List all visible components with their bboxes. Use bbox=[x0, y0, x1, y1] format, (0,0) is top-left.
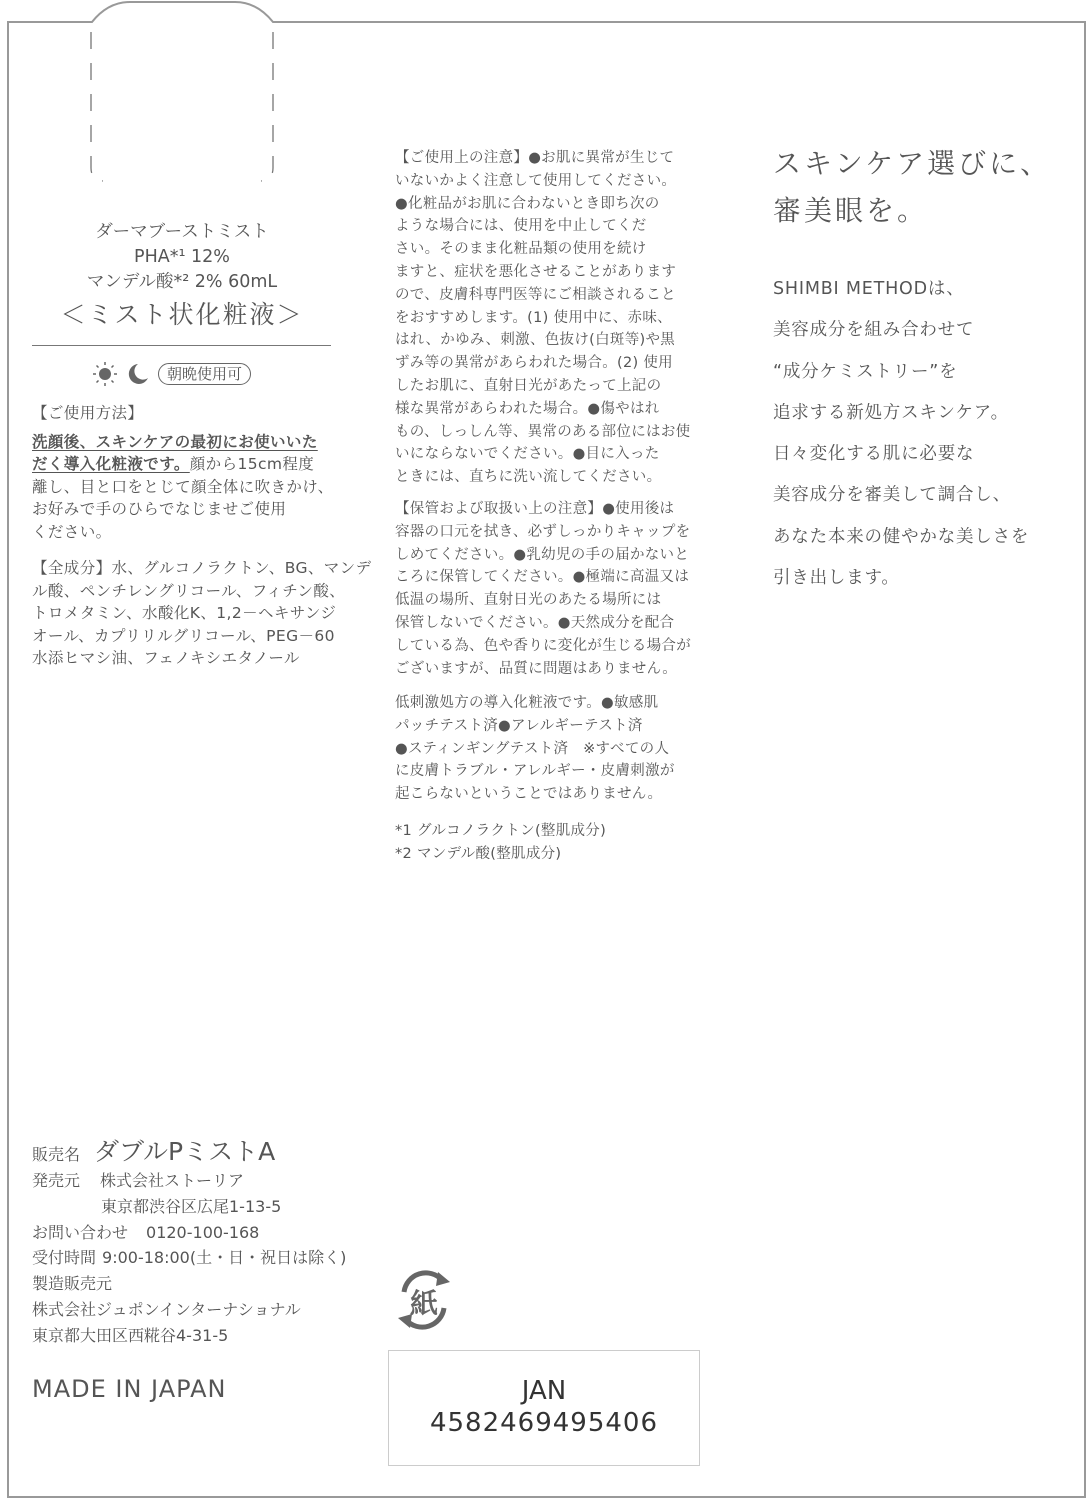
text-line: 【ご使用上の注意】●お肌に異常が生じて bbox=[395, 150, 675, 166]
text-line: “成分ケミストリー”を bbox=[773, 361, 958, 382]
text-line: ような場合には、使用を中止してくだ bbox=[395, 218, 647, 235]
text-line: さい。そのまま化粧品類の使用を続け bbox=[395, 241, 647, 258]
text-line: 低温の場所、直射日光のあたる場所には bbox=[395, 592, 662, 609]
text-line: *2 マンデル酸(整肌成分) bbox=[395, 845, 562, 862]
text-line: はれ、かゆみ、刺激、色抜け(白斑等)や黒 bbox=[395, 332, 676, 349]
contact-label: お問い合わせ bbox=[32, 1222, 129, 1242]
storage-cautions bbox=[395, 498, 700, 680]
product-mandelic: マンデル酸*² 2% 60mL bbox=[86, 272, 278, 292]
text-line: ●スティンギングテスト済 ※すべての人 bbox=[395, 740, 670, 757]
text-line: ときには、直ちに洗い流してください。 bbox=[395, 469, 662, 486]
text-line: ころに保管してください。●極端に高温又は bbox=[395, 569, 690, 586]
text-line: 美容成分を組み合わせて bbox=[773, 320, 975, 341]
sales-name: ダブルPミストA bbox=[94, 1137, 276, 1166]
text-line: しめてください。●乳幼児の手の届かないと bbox=[395, 546, 690, 563]
hours-label: 受付時間 bbox=[32, 1248, 97, 1268]
text-line: スキンケア選びに、 bbox=[773, 147, 1052, 180]
jan-label: JAN bbox=[521, 1376, 567, 1406]
product-name: ダーマブーストミスト bbox=[95, 222, 269, 242]
divider bbox=[32, 345, 331, 346]
text-line: 容器の口元を拭き、必ずしっかりキャップを bbox=[395, 523, 691, 540]
footnotes bbox=[395, 820, 700, 866]
text-line: ございますが、品質に問題はありません。 bbox=[395, 660, 678, 677]
contact-phone: 0120-100-168 bbox=[146, 1222, 260, 1242]
usage-emphasis-1: 洗顔後、スキンケアの最初にお使いいた bbox=[32, 432, 318, 451]
text-line: SHIMBI METHODは、 bbox=[773, 279, 965, 299]
cautions bbox=[395, 147, 700, 489]
text-line: に皮膚トラブル・アレルギー・皮膚刺激が bbox=[395, 763, 675, 780]
text-line: 起こらないということではありません。 bbox=[395, 786, 663, 803]
paper-recycle-icon bbox=[392, 1268, 456, 1332]
text-line: *1 グルコノラクトン(整肌成分) bbox=[395, 823, 607, 839]
usage-heading: 【ご使用方法】 bbox=[32, 404, 144, 422]
product-pha: PHA*¹ 12% bbox=[134, 247, 230, 267]
text-line: パッチテスト済●アレルギーテスト済 bbox=[395, 717, 643, 734]
usage-emphasis-2: だく導入化粧液です。 bbox=[32, 455, 190, 473]
brand-body bbox=[773, 269, 1073, 599]
cutout-dashed-line bbox=[91, 32, 273, 181]
usage-lines bbox=[32, 476, 337, 544]
text-line: ください。 bbox=[32, 522, 112, 541]
morning-night-badge: 朝晩使用可 bbox=[158, 363, 251, 385]
jan-code: 4582469495406 bbox=[429, 1408, 659, 1438]
text-line: ますと、症状を悪化させることがあります bbox=[395, 263, 677, 280]
brand-heading bbox=[773, 140, 1073, 234]
usage-text: 顔から15cm程度 bbox=[189, 455, 315, 473]
text-line: 様な異常があらわれた場合。●傷やはれ bbox=[395, 400, 660, 417]
made-in-japan: MADE IN JAPAN bbox=[32, 1374, 227, 1403]
text-line: ずみ等の異常があらわれた場合。(2) 使用 bbox=[395, 355, 673, 372]
seller-label: 発売元 bbox=[32, 1171, 81, 1190]
sales-name-label: 販売名 bbox=[32, 1145, 81, 1164]
text-line: 離し、目と口をとじて顔全体に吹きかけ、 bbox=[32, 477, 334, 496]
text-line: 審美眼を。 bbox=[773, 194, 929, 227]
product-info bbox=[32, 1136, 346, 1403]
sun-icon bbox=[92, 361, 118, 387]
text-line: 日々変化する肌に必要な bbox=[773, 444, 975, 465]
text-line: 【保管および取扱い上の注意】●使用後は bbox=[395, 501, 675, 517]
ingredients bbox=[32, 557, 372, 670]
text-line: いにならないでください。●目に入った bbox=[395, 446, 660, 463]
hours: 9:00-18:00(土・日・祝日は除く) bbox=[102, 1248, 347, 1268]
text-line: お好みで手のひらでなじませご使用 bbox=[32, 500, 287, 518]
text-line: をおすすめします。(1) 使用中に、赤味、 bbox=[395, 309, 672, 326]
recycle-mark-text: 紙 bbox=[409, 1287, 438, 1320]
usage-section bbox=[32, 402, 337, 543]
text-line: あなた本来の健やかな美しさを bbox=[773, 526, 1030, 547]
maker-label: 製造販売元 bbox=[32, 1274, 113, 1294]
text-line: いないかよく注意して使用してください。 bbox=[395, 172, 677, 189]
test-notes bbox=[395, 692, 700, 806]
text-line: 水添ヒマシ油、フェノキシエタノール bbox=[32, 649, 300, 667]
text-line: ●化粧品がお肌に合わないとき即ち次の bbox=[395, 195, 660, 212]
text-line: 引き出します。 bbox=[773, 568, 900, 589]
text-line: 低刺激処方の導入化粧液です。●敏感肌 bbox=[395, 695, 659, 711]
text-line: トロメタミン、水酸化K、1,2－ヘキサンジ bbox=[32, 604, 337, 622]
text-line: 【全成分】水、グルコノラクトン、BG、マンデ bbox=[32, 559, 372, 577]
text-line: 追求する新処方スキンケア。 bbox=[773, 402, 1009, 423]
text-line: したお肌に、直射日光があたって上記の bbox=[395, 377, 662, 394]
moon-icon bbox=[126, 362, 150, 386]
maker-address: 東京都大田区西糀谷4-31-5 bbox=[32, 1325, 229, 1345]
text-line: している為、色や香りに変化が生じる場合が bbox=[395, 637, 691, 654]
jan-box bbox=[388, 1350, 700, 1466]
text-line: ル酸、ペンチレングリコール、フィチン酸、 bbox=[32, 581, 346, 600]
seller-address: 東京都渋谷区広尾1-13-5 bbox=[101, 1196, 282, 1216]
usage-time bbox=[92, 361, 251, 387]
text-line: ので、皮膚科専門医等にご相談されること bbox=[395, 286, 676, 303]
seller: 株式会社ストーリア bbox=[100, 1171, 245, 1190]
text-line: オール、カプリリルグリコール、PEG－60 bbox=[32, 626, 335, 645]
text-line: 保管しないでください。●天然成分を配合 bbox=[395, 614, 675, 631]
text-line: 美容成分を審美して調合し、 bbox=[773, 485, 1011, 506]
maker: 株式会社ジュポンインターナショナル bbox=[32, 1299, 301, 1319]
text-line: もの、しっしん等、異常のある部位にはお使 bbox=[395, 423, 691, 440]
product-type: ＜ミスト状化粧液＞ bbox=[60, 300, 304, 329]
